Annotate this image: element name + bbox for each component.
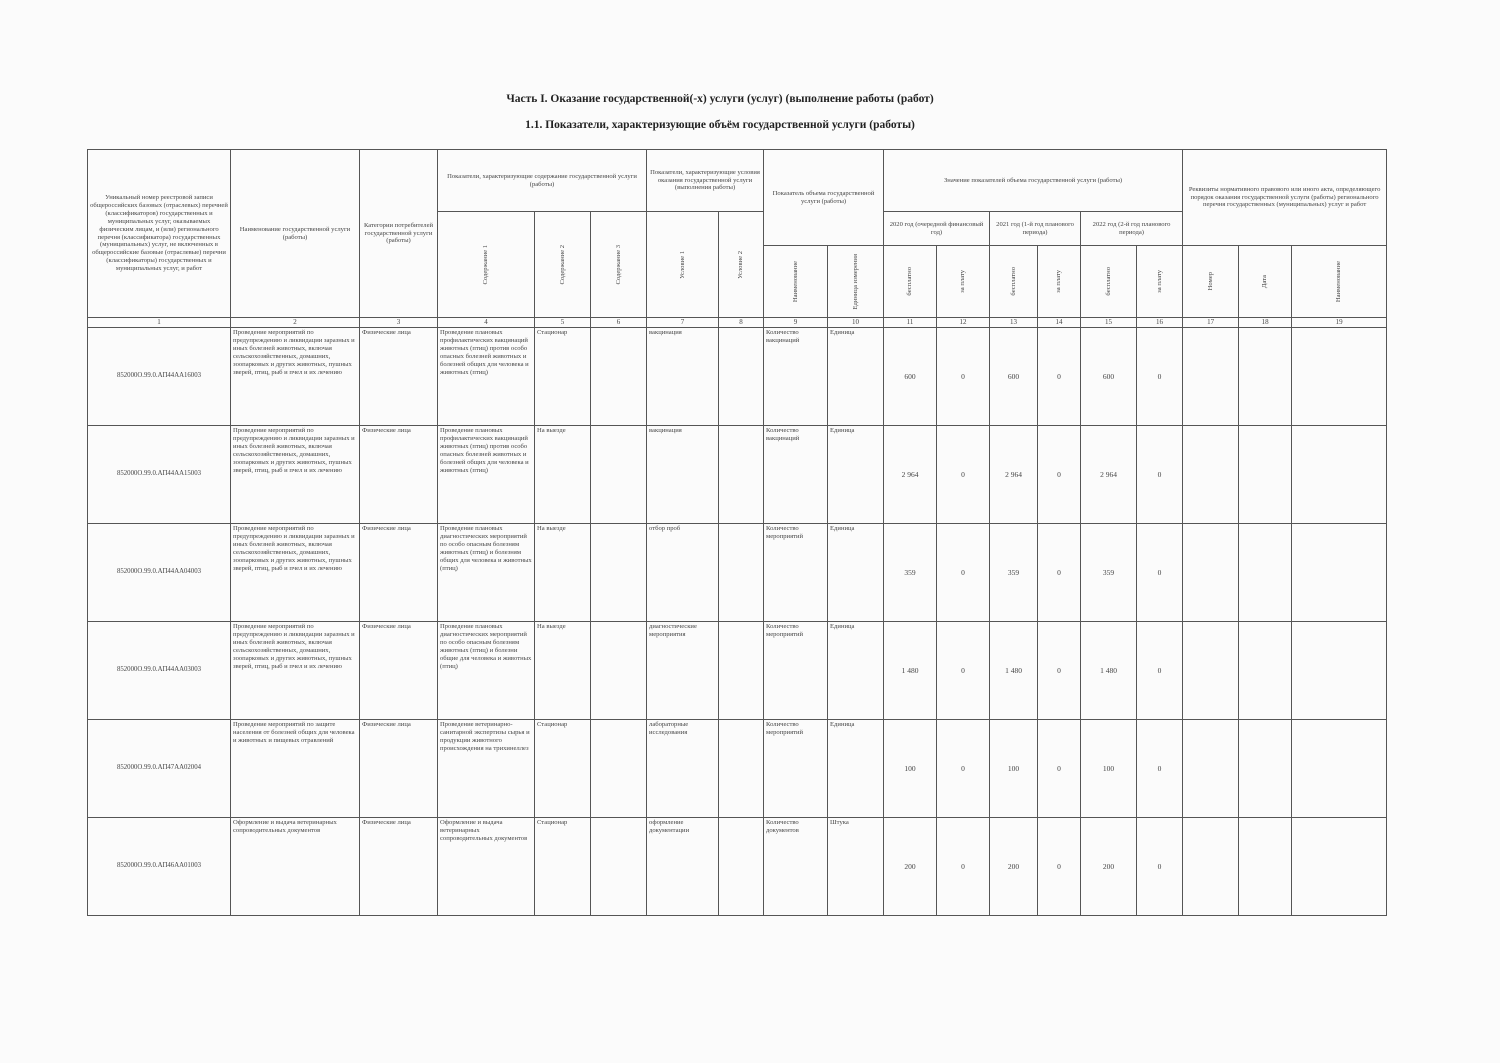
column-number: 14 (1038, 318, 1081, 328)
header-consumer-category: Категории потребителей государственной услуги (работы) (360, 150, 438, 318)
cell-2021-free: 359 (990, 524, 1038, 622)
column-number: 9 (764, 318, 828, 328)
cell-volume-name: Количество вакцинаций (764, 426, 828, 524)
cell-content-3 (591, 622, 647, 720)
cell-service-name: Проведение мероприятий по предупреждению и ликвидации заразных и иных болезней животных, включая сельскохозяйственных, домашних, зоопарковых и других животных, пушных зверей, птиц, рыб и пчел и их лечению (231, 622, 360, 720)
cell-volume-name: Количество мероприятий (764, 524, 828, 622)
header-2020-free: бесплатно (884, 246, 937, 318)
header-2020-paid: за плату (937, 246, 990, 318)
column-number: 7 (647, 318, 719, 328)
service-volume-table (87, 149, 1387, 916)
cell-2020-free: 1 480 (884, 622, 937, 720)
cell-req-date (1239, 818, 1292, 916)
cell-req-name (1292, 524, 1387, 622)
cell-req-number (1183, 818, 1239, 916)
header-2021-paid: за плату (1038, 246, 1081, 318)
section-title: 1.1. Показатели, характеризующие объём государственной услуги (работы) (525, 119, 915, 131)
cell-2022-paid: 0 (1137, 524, 1183, 622)
cell-2022-paid: 0 (1137, 622, 1183, 720)
column-number: 13 (990, 318, 1038, 328)
cell-2022-paid: 0 (1137, 328, 1183, 426)
cell-content-2: На выезде (535, 524, 591, 622)
column-number: 2 (231, 318, 360, 328)
cell-content-3 (591, 426, 647, 524)
column-number: 15 (1081, 318, 1137, 328)
cell-req-number (1183, 524, 1239, 622)
cell-condition-2 (719, 328, 764, 426)
cell-volume-name: Количество мероприятий (764, 720, 828, 818)
cell-consumer-category: Физические лица (360, 426, 438, 524)
table-row (88, 524, 1387, 622)
column-number: 10 (828, 318, 884, 328)
column-number: 6 (591, 318, 647, 328)
header-service-name: Наименование государственной услуги (работы) (231, 150, 360, 318)
cell-2020-paid: 0 (937, 720, 990, 818)
header-requisites-group: Реквизиты нормативного правового или иного акта, определяющего порядок оказания государственной услуги (работы) регионального перечня государственных (муниципальных) услуг и работ (1183, 150, 1387, 246)
cell-2021-paid: 0 (1038, 720, 1081, 818)
cell-service-name: Проведение мероприятий по предупреждению и ликвидации заразных и иных болезней животных, включая сельскохозяйственных, домашних, зоопарковых и других животных, пушных зверей, птиц, рыб и пчел и их лечению (231, 426, 360, 524)
cell-registry-code: 852000О.99.0.АП44АА03003 (88, 622, 231, 720)
cell-content-1: Оформление и выдача ветеринарных сопроводительных документов (438, 818, 535, 916)
cell-condition-1: лабораторные исследования (647, 720, 719, 818)
cell-2022-free: 1 480 (1081, 622, 1137, 720)
cell-2022-free: 600 (1081, 328, 1137, 426)
column-number: 11 (884, 318, 937, 328)
cell-2021-free: 1 480 (990, 622, 1038, 720)
cell-content-2: На выезде (535, 426, 591, 524)
cell-volume-name: Количество документов (764, 818, 828, 916)
column-number: 5 (535, 318, 591, 328)
cell-content-1: Проведение ветеринарно-санитарной экспертизы сырья и продукции животного происхождения на трихинеллез (438, 720, 535, 818)
header-value-group: Значение показателей объема государственной услуги (работы) (884, 150, 1183, 212)
cell-volume-unit: Единица (828, 426, 884, 524)
cell-content-2: Стационар (535, 328, 591, 426)
cell-2021-paid: 0 (1038, 524, 1081, 622)
cell-req-date (1239, 426, 1292, 524)
column-number: 19 (1292, 318, 1387, 328)
header-req-number: Номер (1183, 246, 1239, 318)
cell-service-name: Проведение мероприятий по предупреждению и ликвидации заразных и иных болезней животных, включая сельскохозяйственных, домашних, зоопарковых и других животных, пушных зверей, птиц, рыб и пчел и их лечению (231, 524, 360, 622)
column-number: 17 (1183, 318, 1239, 328)
header-content-1: Содержание 1 (438, 212, 535, 318)
cell-2020-paid: 0 (937, 328, 990, 426)
cell-req-date (1239, 720, 1292, 818)
cell-volume-name: Количество мероприятий (764, 622, 828, 720)
cell-consumer-category: Физические лица (360, 328, 438, 426)
cell-condition-2 (719, 622, 764, 720)
cell-2020-free: 2 964 (884, 426, 937, 524)
cell-2022-paid: 0 (1137, 818, 1183, 916)
column-number: 3 (360, 318, 438, 328)
cell-content-1: Проведение плановых диагностических мероприятий по особо опасным болезням животных (птиц) и болезням общих для человека и животных (птиц) (438, 524, 535, 622)
cell-condition-1: вакцинация (647, 328, 719, 426)
cell-req-number (1183, 720, 1239, 818)
cell-2020-free: 359 (884, 524, 937, 622)
cell-condition-1: оформление документации (647, 818, 719, 916)
cell-content-2: На выезде (535, 622, 591, 720)
cell-volume-unit: Единица (828, 720, 884, 818)
cell-req-name (1292, 622, 1387, 720)
cell-2021-free: 600 (990, 328, 1038, 426)
cell-2022-free: 200 (1081, 818, 1137, 916)
header-2021-free: бесплатно (990, 246, 1038, 318)
cell-content-1: Проведение плановых профилактических вакцинаций животных (птиц) против особо опасных болезней животных и болезней общих для человека и животных (птиц) (438, 328, 535, 426)
column-number: 16 (1137, 318, 1183, 328)
cell-req-name (1292, 426, 1387, 524)
cell-2022-paid: 0 (1137, 426, 1183, 524)
header-volume-name: Наименование (764, 246, 828, 318)
header-condition-1: Условие 1 (647, 212, 719, 318)
cell-condition-2 (719, 720, 764, 818)
cell-condition-2 (719, 426, 764, 524)
cell-registry-code: 852000О.99.0.АП44АА15003 (88, 426, 231, 524)
cell-2021-paid: 0 (1038, 622, 1081, 720)
table-row (88, 426, 1387, 524)
header-req-date: Дата (1239, 246, 1292, 318)
table-row (88, 622, 1387, 720)
cell-content-3 (591, 524, 647, 622)
cell-condition-2 (719, 524, 764, 622)
header-volume-group: Показатель объема государственной услуги (работы) (764, 150, 884, 246)
cell-volume-name: Количество вакцинаций (764, 328, 828, 426)
cell-service-name: Оформление и выдача ветеринарных сопроводительных документов (231, 818, 360, 916)
cell-req-number (1183, 622, 1239, 720)
cell-volume-unit: Единица (828, 524, 884, 622)
cell-service-name: Проведение мероприятий по предупреждению и ликвидации заразных и иных болезней животных, включая сельскохозяйственных, домашних, зоопарковых и других животных, пушных зверей, птиц, рыб и пчел и их лечению (231, 328, 360, 426)
header-condition-group: Показатели, характеризующие условия оказания государственной услуги (выполнения работы) (647, 150, 764, 212)
cell-req-name (1292, 328, 1387, 426)
header-year-2020: 2020 год (очередной финансовый год) (884, 212, 990, 246)
cell-registry-code: 852000О.99.0.АП46АА01003 (88, 818, 231, 916)
table-row (88, 720, 1387, 818)
cell-2021-free: 100 (990, 720, 1038, 818)
cell-consumer-category: Физические лица (360, 818, 438, 916)
part-title: Часть I. Оказание государственной(-х) услуги (услуг) (выполнение работы (работ) (506, 93, 934, 105)
header-content-2: Содержание 2 (535, 212, 591, 318)
cell-consumer-category: Физические лица (360, 720, 438, 818)
cell-2022-free: 100 (1081, 720, 1137, 818)
header-2022-paid: за плату (1137, 246, 1183, 318)
cell-2020-free: 600 (884, 328, 937, 426)
table-row (88, 818, 1387, 916)
cell-content-2: Стационар (535, 818, 591, 916)
cell-volume-unit: Единица (828, 328, 884, 426)
cell-2021-free: 2 964 (990, 426, 1038, 524)
header-condition-2: Условие 2 (719, 212, 764, 318)
header-content-3: Содержание 3 (591, 212, 647, 318)
cell-content-3 (591, 720, 647, 818)
cell-req-date (1239, 622, 1292, 720)
table-row (88, 328, 1387, 426)
column-number: 1 (88, 318, 231, 328)
cell-req-date (1239, 524, 1292, 622)
cell-volume-unit: Единица (828, 622, 884, 720)
column-number: 8 (719, 318, 764, 328)
cell-registry-code: 852000О.99.0.АП47АА02004 (88, 720, 231, 818)
column-number: 12 (937, 318, 990, 328)
cell-2021-free: 200 (990, 818, 1038, 916)
header-year-2021: 2021 год (1-й год планового периода) (990, 212, 1081, 246)
cell-req-date (1239, 328, 1292, 426)
cell-condition-2 (719, 818, 764, 916)
cell-2022-free: 2 964 (1081, 426, 1137, 524)
cell-2021-paid: 0 (1038, 426, 1081, 524)
cell-registry-code: 852000О.99.0.АП44АА04003 (88, 524, 231, 622)
cell-consumer-category: Физические лица (360, 622, 438, 720)
cell-2022-paid: 0 (1137, 720, 1183, 818)
cell-req-name (1292, 720, 1387, 818)
cell-condition-1: отбор проб (647, 524, 719, 622)
cell-content-3 (591, 818, 647, 916)
cell-2020-paid: 0 (937, 426, 990, 524)
cell-condition-1: диагностические мероприятия (647, 622, 719, 720)
cell-content-3 (591, 328, 647, 426)
cell-service-name: Проведение мероприятий по защите населения от болезней общих для человека и животных и пищевых отравлений (231, 720, 360, 818)
cell-content-1: Проведение плановых диагностических мероприятий по особо опасным болезням животных (птиц) и болезни общие для человека и животных (птиц) (438, 622, 535, 720)
cell-registry-code: 852000О.99.0.АП44АА16003 (88, 328, 231, 426)
cell-2020-free: 100 (884, 720, 937, 818)
cell-condition-1: вакцинация (647, 426, 719, 524)
header-registry-number: Уникальный номер реестровой записи общероссийских базовых (отраслевых) перечней (классификаторов) государственных и муниципальных услуг, оказываемых физическим лицам, и (или) регионального перечня (классификатора) государственных (муниципальных) услуг, не включенных в общероссийские базовые (отраслевые) перечни (классификаторы) государственных и муниципальных услуг, и работ (88, 150, 231, 318)
header-2022-free: бесплатно (1081, 246, 1137, 318)
cell-content-1: Проведение плановых профилактических вакцинаций животных (птиц) против особо опасных болезней животных и болезней общих для человека и животных (птиц) (438, 426, 535, 524)
cell-2020-free: 200 (884, 818, 937, 916)
cell-2020-paid: 0 (937, 622, 990, 720)
cell-req-name (1292, 818, 1387, 916)
header-req-name: Наименование (1292, 246, 1387, 318)
cell-2021-paid: 0 (1038, 818, 1081, 916)
header-content-group: Показатели, характеризующие содержание государственной услуги (работы) (438, 150, 647, 212)
cell-2020-paid: 0 (937, 818, 990, 916)
column-number: 4 (438, 318, 535, 328)
cell-consumer-category: Физические лица (360, 524, 438, 622)
column-number-row (88, 318, 1387, 328)
column-number: 18 (1239, 318, 1292, 328)
cell-2022-free: 359 (1081, 524, 1137, 622)
header-year-2022: 2022 год (2-й год планового периода) (1081, 212, 1183, 246)
cell-req-number (1183, 328, 1239, 426)
cell-2021-paid: 0 (1038, 328, 1081, 426)
header-volume-unit: Единица измерения (828, 246, 884, 318)
cell-content-2: Стационар (535, 720, 591, 818)
cell-req-number (1183, 426, 1239, 524)
cell-2020-paid: 0 (937, 524, 990, 622)
cell-volume-unit: Штука (828, 818, 884, 916)
